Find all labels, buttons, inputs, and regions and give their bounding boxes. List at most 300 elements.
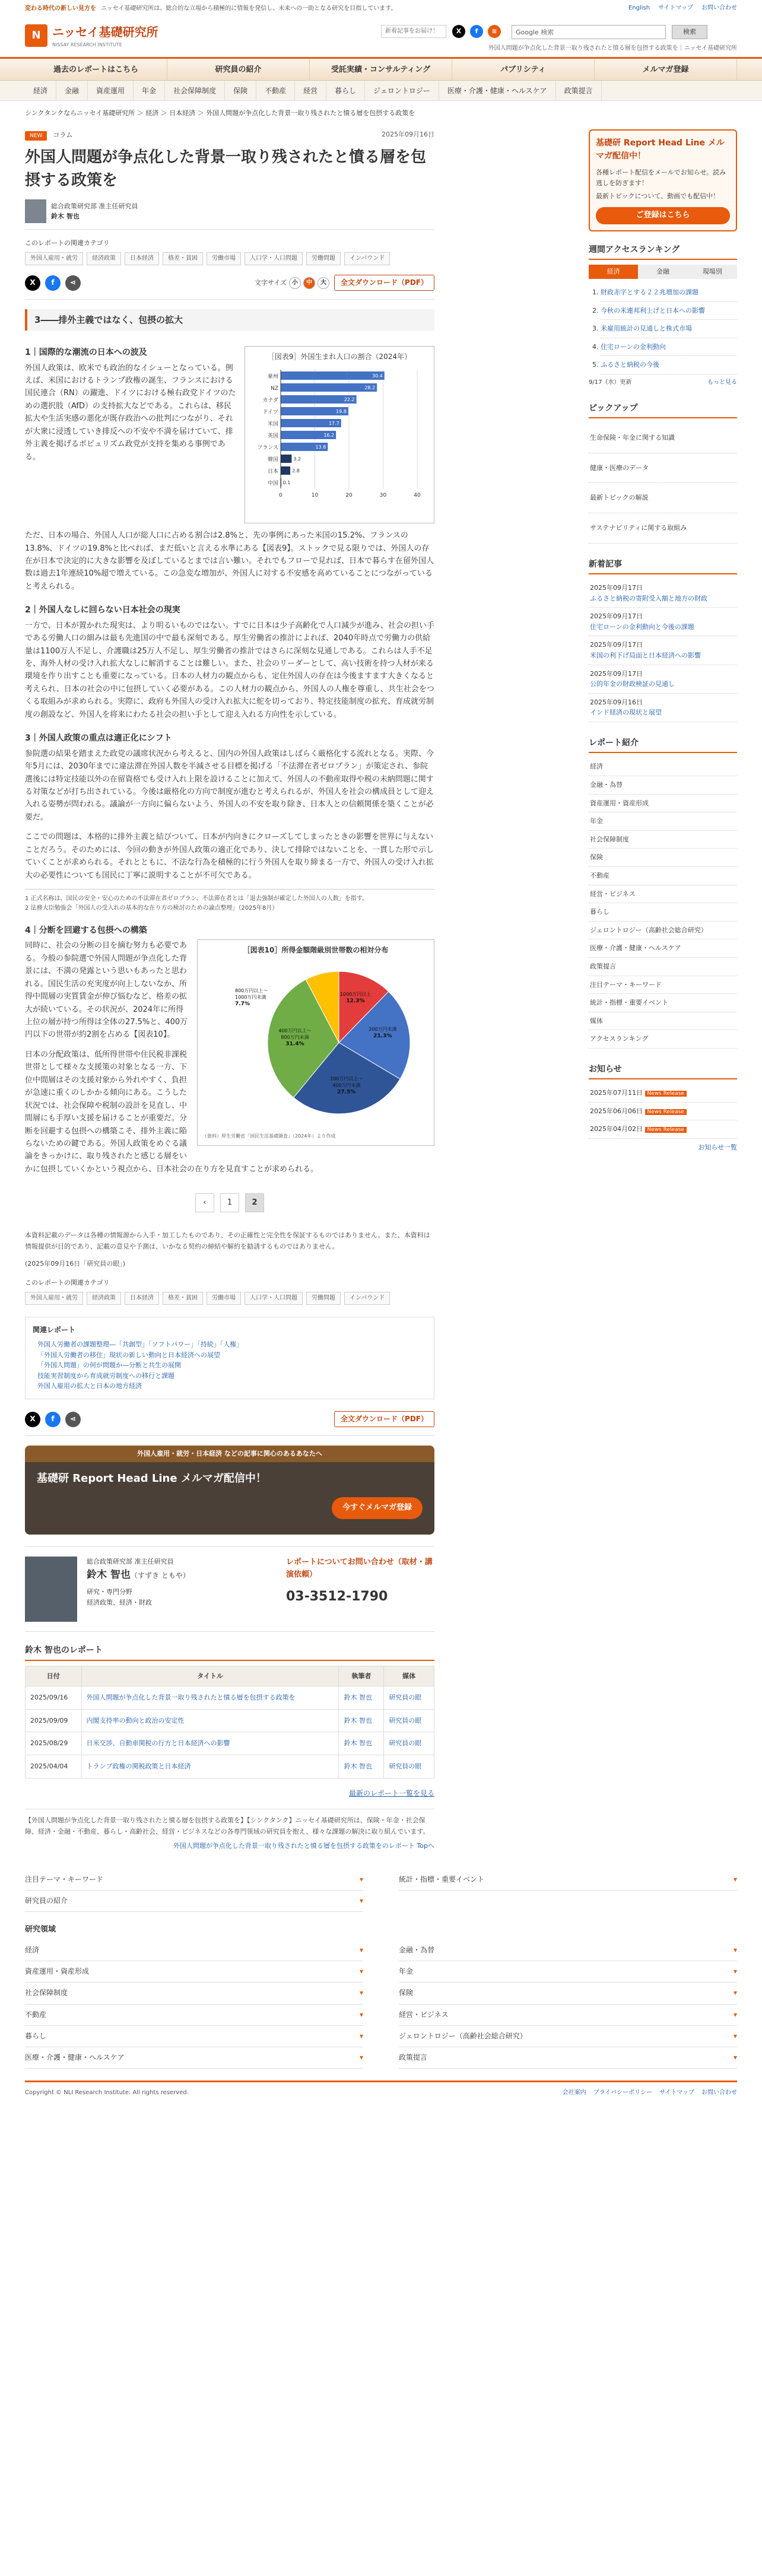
author-name[interactable]: 鈴木 智也 <box>51 212 80 221</box>
logo-mark-icon: N <box>25 24 47 47</box>
publication-note: (2025年09月16日「研究員の眼」) <box>25 1259 126 1268</box>
field-label: 暮らし <box>25 2031 47 2040</box>
breadcrumb[interactable]: シンクタンクならニッセイ基礎研究所 ＞ 経済 ＞ 日本経済 ＞ 外国人問題が争点化した背景一取り残されたと憤る層を包摂する政策を <box>25 109 415 117</box>
related-link[interactable]: 外国人労働者の課題整理―「共創型」「ソフトパワー」「持続」「人権」 <box>37 1341 243 1349</box>
intro-list <box>589 758 737 1049</box>
footer-item-label: 研究員の紹介 <box>25 1896 68 1905</box>
info-title: お知らせ <box>589 1063 737 1079</box>
keyword-list <box>25 252 434 265</box>
footer-link[interactable]: サイトマップ <box>659 2089 694 2097</box>
intro-item[interactable]: 年金 <box>589 812 737 831</box>
slice-label: 1000万円未満 <box>235 994 266 1000</box>
x-share-icon[interactable]: X <box>25 1412 40 1427</box>
logo-en: NISSAY RESEARCH INSTITUTE <box>52 42 122 47</box>
paragraph: ここでの問題は、本格的に排外主義と結びついて、日本が内向きにクローズしてしまったときの影響を世界に与えないことだろう。そのためには、今回の動きが外国人政策の適正化であり、決して排除ではないことを、一貫した形で示していくことが求められる。それとともに、不法な行為を積極的に行う外国人を取り締まる一方で、外国人の受け入れ拡大の必要性についても国民に丁寧に説明することが不可欠である。 <box>25 833 434 880</box>
paragraph: 参院選の結果を踏まえた政党の議席状況から考えると、国内の外国人政策はしばらく厳格化する流れとなる。実際、今年5月には、2030年までに違法滞在外国人数を半減させる目標を掲げる「不法滞在者ゼロプラン」が策定され、参院選後には特定技能以外の在留資格でも受け入れ上限を設けることに加えて、外国人の不動産取得や税の未納問題に関する対策などが打ち出されている。今後は厳格化の方向で制度が進むと考えられるが、外国人を社会の構成員として迎え入れる姿勢が問われる。議論が一方向に偏らないよう、外国人の不安を取り除き、日本人との信頼関係を築くことが必要だ。 <box>25 749 434 822</box>
footer-nav <box>25 1869 737 1912</box>
page-1-button[interactable]: 1 <box>220 1193 239 1212</box>
intro-item[interactable]: 資産運用・資産形成 <box>589 795 737 813</box>
media-link[interactable]: 研究員の眼 <box>389 1739 422 1748</box>
field-item[interactable]: 経営・ビジネス ▾ <box>399 2005 737 2026</box>
x-share-icon[interactable]: X <box>25 275 40 291</box>
facebook-share-icon[interactable]: f <box>45 275 61 291</box>
news-date: 2025年09月17日 <box>590 641 643 649</box>
author-link[interactable]: 鈴木 智也 <box>344 1694 372 1702</box>
rss-icon[interactable]: ≋ <box>488 25 501 38</box>
data-label: 22.2 <box>344 397 355 403</box>
pagination <box>25 1193 434 1212</box>
snav-item[interactable]: 保険 <box>225 81 256 100</box>
field-item[interactable]: 政策提言 ▾ <box>399 2047 737 2069</box>
english-link[interactable]: English <box>628 5 650 11</box>
gnav-item-past[interactable]: 過去のレポートはこちら <box>25 59 167 80</box>
mailmag-title: 基礎研 Report Head Line メルマガ配信中！ <box>596 138 725 161</box>
font-small-button[interactable]: 小 <box>289 277 301 289</box>
reports-table <box>25 1666 434 1778</box>
slice-label: 400万円未満 <box>332 1082 361 1088</box>
article <box>25 129 434 1851</box>
data-label: 19.8 <box>336 409 347 415</box>
table-header: 執筆者 <box>339 1666 384 1686</box>
share-icon[interactable]: ⋖ <box>65 1412 81 1427</box>
figure-9-title: ［図表9］外国生まれ人口の割合（2024年） <box>267 352 412 361</box>
pickup-item[interactable]: 最新トピックの解説 <box>589 483 737 513</box>
slice-label: 800万円以上～ <box>235 987 268 993</box>
sidebar <box>589 129 737 1851</box>
top-links <box>628 4 737 13</box>
data-label: 3.2 <box>293 456 301 462</box>
trail-text: 【外国人問題が争点化した背景一取り残されたと憤る層を包摂する政策を】【シンクタンク】ニッセイ基礎研究所は、保険・年金・社会保障、経済・金融・不動産、暮らし・高齢社会、経営・ビジネスなどの各専門領域の研究員を抱え、様々な課題の解決に取り組んでいます。 <box>25 1809 434 1837</box>
global-nav <box>0 57 762 81</box>
page-2-button[interactable]: 2 <box>245 1193 264 1212</box>
author-link[interactable]: 鈴木 智也 <box>344 1739 372 1748</box>
figure-10 <box>197 939 434 1146</box>
more-reports-link[interactable]: 最新のレポート一覧を見る <box>348 1789 434 1797</box>
news-link[interactable]: 米国の利下げ局面と日本経済への影響 <box>590 652 701 660</box>
back-to-top-link[interactable]: 外国人問題が争点化した背景一取り残されたと憤る層を包摂する政策をのレポート Topへ <box>173 1842 434 1850</box>
footer-link[interactable]: 会社案内 <box>562 2089 586 2097</box>
media-link[interactable]: 研究員の眼 <box>389 1762 422 1771</box>
field-item[interactable]: 医療・介護・健康・ヘルスケア ▾ <box>25 2047 363 2069</box>
paragraph: 外国人政策は、欧米でも政治的なイシューとなっている。例えば、米国におけるトランプ政権の誕生、フランスにおける国民連合（RN）の躍進、ドイツにおける極右政党ドイツのための選択肢（AfD）の支持拡大などである。これらは、移民拡大や生活実感の悪化が既存政治への批判につながり、それが大衆に浸透していき排反への不安や不満を届けていて、排外主義を掲げるポピュリズム政党が支持を集める事例である。 <box>25 363 236 462</box>
x-tick-label: 20 <box>345 493 353 499</box>
info-date: 2025年07月11日 <box>590 1089 643 1097</box>
snav-item[interactable]: 経営 <box>295 81 326 100</box>
related-link[interactable]: 「外国人問題」の何が問題か―分断と共生の展開 <box>37 1361 181 1370</box>
intro-item[interactable]: 政策提言 <box>589 958 737 976</box>
gnav-item-publicity[interactable]: パブリシティ <box>452 59 595 80</box>
field-item[interactable]: 不動産 ▾ <box>25 2005 363 2026</box>
keyword-tag[interactable]: 外国人雇用・就労 <box>25 252 83 265</box>
intro-item[interactable]: 経済 <box>589 758 737 776</box>
keyword-tag[interactable]: 格差・貧困 <box>163 1292 203 1305</box>
new-badge: NEW <box>25 131 47 141</box>
footer-item-label: 注目テーマ・キーワード <box>25 1875 104 1883</box>
profile-field: 経済政策、経済・財政 <box>87 1598 152 1606</box>
keyword-list-bottom <box>25 1292 434 1305</box>
ranking-title: 週間アクセスランキング <box>589 243 737 260</box>
author-link[interactable]: 鈴木 智也 <box>344 1762 372 1771</box>
field-label: 経営・ビジネス <box>399 2010 449 2019</box>
logo[interactable] <box>25 23 158 49</box>
intro-item[interactable]: 社会保障制度 <box>589 831 737 849</box>
table-cell: 2025/04/04 <box>26 1755 82 1778</box>
field-item[interactable]: 暮らし ▾ <box>25 2026 363 2047</box>
footer-item[interactable]: 統計・指標・重要イベント ▾ <box>399 1869 737 1891</box>
data-label: 13.8 <box>315 444 326 450</box>
ranking-item[interactable]: ふるさと納税の今後 <box>601 361 659 369</box>
pickup-title: ピックアップ <box>589 402 737 418</box>
font-medium-button[interactable]: 中 <box>303 277 315 289</box>
mailmag-banner[interactable] <box>25 1446 434 1535</box>
footnote: 2 法務大臣勉強会「外国人の受入れの基本的な在り方の検討のための論点整理」（2025年8月） <box>25 905 278 911</box>
table-row <box>26 1686 434 1710</box>
field-item[interactable]: ジェロントロジー（高齢社会総合研究） ▾ <box>399 2026 737 2047</box>
search-button[interactable]: 検索 <box>672 25 707 39</box>
keyword-tag[interactable]: 人口学・人口問題 <box>245 1292 303 1305</box>
table-row <box>26 1732 434 1755</box>
news-date: 2025年09月17日 <box>590 612 643 621</box>
sitemap-link[interactable]: サイトマップ <box>658 5 693 11</box>
info-date: 2025年06月06日 <box>590 1107 643 1115</box>
category-nav <box>0 81 762 101</box>
avatar <box>25 1557 77 1622</box>
profile-field-label: 研究・専門分野 <box>87 1588 132 1596</box>
table-header: 媒体 <box>384 1666 434 1686</box>
avatar <box>25 199 46 223</box>
share-icon[interactable]: ⋖ <box>65 275 81 291</box>
news-title: 新着記事 <box>589 558 737 574</box>
data-label: 0.1 <box>282 480 291 486</box>
field-label: 経済 <box>25 1945 40 1954</box>
info-date: 2025年04月02日 <box>590 1125 643 1133</box>
news-date: 2025年09月17日 <box>590 584 643 592</box>
ranking-date: 9/17（水）更新 <box>589 379 632 386</box>
fields-title: 研究領域 <box>25 1925 56 1935</box>
snav-item[interactable]: 金融 <box>56 81 88 100</box>
news-date: 2025年09月17日 <box>590 669 643 678</box>
data-label: 17.7 <box>328 421 339 427</box>
keyword-tag[interactable]: インバウンド <box>344 1292 390 1305</box>
pdf-download-button[interactable]: 全文ダウンロード（PDF） <box>334 1411 434 1427</box>
intro-item[interactable]: 保険 <box>589 849 737 867</box>
table-header: 日付 <box>26 1666 82 1686</box>
report-link[interactable]: 外国人問題が争点化した背景一取り残されたと憤る層を包摂する政策を <box>86 1694 296 1702</box>
snav-item[interactable]: 暮らし <box>326 81 365 100</box>
keyword-tag[interactable]: 労働市場 <box>207 1292 241 1305</box>
share-toolbar <box>25 275 434 300</box>
related-link[interactable]: 技能実習制度から育成就労制度への移行と課題 <box>37 1371 174 1380</box>
x-icon[interactable]: X <box>452 25 465 38</box>
tab-finance[interactable]: 金融 <box>638 265 687 279</box>
gnav-item-mailmag[interactable]: メルマガ登録 <box>595 59 737 80</box>
ranking-item[interactable]: 米雇用統計の見通しと株式市場 <box>601 325 692 333</box>
pickup-item[interactable]: 生命保険・年金に関する知識 <box>589 423 737 453</box>
slice-value: 7.7% <box>235 1000 250 1007</box>
facebook-share-icon[interactable]: f <box>45 1412 61 1427</box>
prev-page-button[interactable]: ‹ <box>195 1193 214 1212</box>
newsletter-box[interactable]: 新着記事をお届け！ <box>381 25 446 38</box>
ranking-item[interactable]: 財政赤字とする２２兆増加の課題 <box>601 288 698 296</box>
page-title: 外国人問題が争点化した背景一取り残されたと憤る層を包摂する政策を <box>25 148 427 190</box>
footer-link[interactable]: お問い合わせ <box>701 2089 737 2097</box>
top-description: ニッセイ基礎研究所は、総合的な立場から積極的に情報を発信し、未来への一助となる研究を目指しています。 <box>101 5 397 12</box>
tab-other[interactable]: 現場別 <box>688 265 737 279</box>
field-item[interactable]: 資産運用・資産形成 ▾ <box>25 1961 363 1983</box>
info-list <box>589 1084 737 1139</box>
news-link[interactable]: 住宅ローンの金利動向と今後の課題 <box>590 622 694 631</box>
y-tick-label: カナダ <box>262 398 278 404</box>
media-link[interactable]: 研究員の眼 <box>389 1694 422 1702</box>
intro-item[interactable]: 金融・為替 <box>589 776 737 795</box>
pickup-list <box>589 423 737 543</box>
table-cell: 2025/09/16 <box>26 1686 82 1710</box>
article-date: 2025年09月16日 <box>382 130 434 138</box>
news-list <box>589 579 737 722</box>
info-more-link[interactable]: お知らせ一覧 <box>698 1144 737 1152</box>
intro-item[interactable]: 注目テーマ・キーワード <box>589 976 737 995</box>
field-item[interactable]: 金融・為替 ▾ <box>399 1940 737 1961</box>
snav-item[interactable]: 経済 <box>25 81 56 100</box>
banner-top: 外国人雇用・就労・日本経済 などの記事に関心のあるあなたへ <box>25 1446 434 1462</box>
y-tick-label: 米国 <box>267 421 278 428</box>
info-badge: News Release <box>645 1127 687 1133</box>
field-label: 資産運用・資産形成 <box>25 1967 90 1976</box>
keyword-tag[interactable]: 外国人雇用・就労 <box>25 1292 83 1305</box>
banner-title: 基礎研 Report Head Line メルマガ配信中！ <box>37 1472 266 1485</box>
keyword-tag[interactable]: 日本経済 <box>125 1292 159 1305</box>
field-label: 社会保障制度 <box>25 1989 68 1997</box>
author-dept: 総合政策研究部 准主任研究員 <box>51 202 138 210</box>
keyword-tag[interactable]: 経済政策 <box>87 252 121 265</box>
intro-item[interactable]: 統計・指標・重要イベント <box>589 994 737 1012</box>
news-date: 2025年09月16日 <box>590 698 643 706</box>
fields-list <box>25 1940 737 2069</box>
paragraph: 同時に、社会の分断の目を摘む努力も必要である。今般の参院選で外国人問題が争点化した背景には、不満の発露という思いもあったと思われる。国民生活の充実度が向上しないなか、所得中間層の実質賃金が伸び悩むなど、格差の拡大が続いている。その状況が、2024年に所得上位の層が持つ所得は全体の27.5%と、400万円以下の世帯が約2割を占める【図表10】。 <box>25 941 188 1040</box>
media-link[interactable]: 研究員の眼 <box>389 1716 422 1724</box>
snav-item[interactable]: 年金 <box>134 81 165 100</box>
figure-10-chart <box>202 957 428 1129</box>
x-tick-label: 30 <box>379 493 387 499</box>
keyword-tag[interactable]: 経済政策 <box>87 1292 121 1305</box>
field-label: 金融・為替 <box>399 1945 435 1954</box>
tagline: 変わる時代の新しい見方を <box>25 5 96 12</box>
font-size-label: 文字サイズ <box>254 278 287 287</box>
footer <box>25 2081 737 2104</box>
intro-item[interactable]: アクセスランキング <box>589 1030 737 1049</box>
slice-label: 200万円以上～ <box>330 1075 363 1081</box>
bar <box>281 371 385 380</box>
gnav-item-consulting[interactable]: 受託実績・コンサルティング <box>310 59 452 80</box>
ranking-item[interactable]: 住宅ローンの金利動向 <box>601 342 666 351</box>
phone-number: 03-3512-1790 <box>286 1589 388 1604</box>
keyword-tag[interactable]: 格差・貧困 <box>163 252 203 265</box>
article-category[interactable]: コラム <box>53 131 73 139</box>
slice-label: 400万円以上～ <box>278 1027 312 1033</box>
figure-10-title: ［図表10］所得金額階級別世帯数の相対分布 <box>243 946 389 955</box>
footer-link[interactable]: プライバシーポリシー <box>593 2089 653 2097</box>
keywords-title: このレポートの関連カテゴリ <box>25 239 110 247</box>
snav-item[interactable]: 政策提言 <box>556 81 602 100</box>
y-tick-label: 中国 <box>267 481 278 487</box>
page-heading-line: 外国人問題が争点化した背景一取り残されたと憤る層を包摂する政策を｜ニッセイ基礎研究所 <box>488 45 737 52</box>
keyword-tag[interactable]: 労働市場 <box>207 252 241 265</box>
figure-9-chart <box>250 365 428 513</box>
field-label: ジェロントロジー（高齢社会総合研究） <box>399 2031 527 2040</box>
x-tick-label: 40 <box>414 493 421 499</box>
y-tick-label: 韓国 <box>267 457 278 463</box>
subheading-1: 1｜国際的な潮流の日本への波及 <box>25 348 147 358</box>
data-label: 28.2 <box>364 385 376 391</box>
figure-10-note: （資料）厚生労働省「国民生活基礎調査」（2024年）より作成 <box>202 1133 336 1139</box>
pdf-download-button[interactable]: 全文ダウンロード（PDF） <box>334 275 434 291</box>
profile-dept: 総合政策研究部 准主任研究員 <box>87 1558 174 1566</box>
copyright: Copyright © NLI Research Institute. All rights reserved. <box>25 2089 189 2097</box>
field-item[interactable]: 保険 ▾ <box>399 1983 737 2004</box>
footnote: 1 正式名称は、国民の安全・安心のための不法滞在者ゼロプラン。不法滞在者とは「退去強制が確定した外国人の人数」を指す。 <box>25 895 368 902</box>
intro-title: レポート紹介 <box>589 736 737 753</box>
ranking-more-link[interactable]: もっと見る <box>707 379 737 386</box>
mailmag-register-button[interactable]: ご登録はこちら <box>596 207 730 224</box>
snav-item[interactable]: 不動産 <box>256 81 295 100</box>
related-title: 関連レポート <box>33 1325 76 1334</box>
related-reports <box>25 1317 434 1399</box>
google-search-input[interactable]: Google 検索 <box>512 25 666 39</box>
field-label: 不動産 <box>25 2010 47 2019</box>
table-cell: 2025/09/09 <box>26 1709 82 1732</box>
slice-label: 1000万円以上 <box>339 991 372 997</box>
logo-text: ニッセイ基礎研究所 <box>52 25 158 39</box>
data-label: 16.2 <box>323 433 335 439</box>
slice-value: 12.3% <box>346 998 365 1004</box>
field-label: 医療・介護・健康・ヘルスケア <box>25 2053 125 2062</box>
field-label: 保険 <box>399 1989 414 1997</box>
pickup-item[interactable]: サステナビリティに関する取組み <box>589 513 737 544</box>
table-row <box>26 1709 434 1732</box>
report-link[interactable]: 内閣支持率の動向と政治の安定性 <box>86 1716 185 1724</box>
intro-item[interactable]: 媒体 <box>589 1012 737 1031</box>
keyword-tag[interactable]: 日本経済 <box>125 252 159 265</box>
report-link[interactable]: 日米交渉、自動車関税の行方と日本経済への影響 <box>86 1739 230 1748</box>
table-cell: 2025/08/29 <box>26 1732 82 1755</box>
banner-register-button[interactable]: 今すぐメルマガ登録 <box>332 1497 423 1519</box>
keyword-tag[interactable]: 労働問題 <box>306 252 341 265</box>
disclaimer: 本資料記載のデータは各種の情報源から入手・加工したものであり、その正確性と完全性を保証するものではありません。また、本資料は情報提供が目的であり、記載の意見や予測は、いかなる契約の締結や解約を勧誘するものではありません。 <box>25 1231 430 1250</box>
field-item[interactable]: 年金 ▾ <box>399 1961 737 1983</box>
mailmag-box <box>589 129 737 231</box>
keyword-tag[interactable]: インバウンド <box>344 252 390 265</box>
news-link[interactable]: ふるさと納税の寄附受入額と地方の財政 <box>590 594 707 602</box>
slice-value: 21.3% <box>373 1033 392 1039</box>
intro-item[interactable]: 暮らし <box>589 903 737 922</box>
x-tick-label: 0 <box>279 493 282 499</box>
share-toolbar-bottom <box>25 1411 434 1436</box>
intro-item[interactable]: 医療・介護・健康・ヘルスケア <box>589 939 737 958</box>
intro-item[interactable]: 経営・ビジネス <box>589 885 737 904</box>
news-link[interactable]: 公的年金の財政検証の見通し <box>590 680 675 688</box>
field-label: 政策提言 <box>399 2053 428 2062</box>
paragraph: 一方で、日本が置かれた現実は、より明るいものではない。すでに日本は少子高齢化で人口減少が進み、社会の担い手である労働人口の細みは最も先進国の中で最も深刻である。厚生労働省の推計によれば、2040年時点で労働力の供給量は1100万人不足し、介護職は25万人不足し、厚生労働省の推計ではさらに深刻な見通しである。これらは人手不足を、海外人材の受け入れ拡大なしに解消することは難しい。また、社会のリーダーとして、高い技術を持つ人材が来る環境を作り出すことも重要になっている。日本の人材力の観点からも、定住外国人の存在は今後ますます大きくなると考えられ、日本の社会の中に包摂していく必要がある。この人材力の観点から、外国人の人権を尊重し、共生社会をつくる取組みが求められる。実際に、政府も外国人の受け入れ拡大に舵を切っており、特定技能制度の拡充、育成就労制度の創設など、外国人を将来にわたる社会の担い手として迎え入れる方向性を示している。 <box>25 621 434 719</box>
slice-value: 31.4% <box>285 1040 304 1047</box>
footer-item[interactable]: 研究員の紹介 ▾ <box>25 1891 363 1912</box>
intro-item[interactable]: ジェロントロジー（高齢社会総合研究） <box>589 922 737 940</box>
field-label: 年金 <box>399 1967 414 1976</box>
intro-item[interactable]: 不動産 <box>589 867 737 885</box>
snav-item[interactable]: 医療・介護・健康・ヘルスケア <box>439 81 556 100</box>
bar <box>281 383 377 392</box>
y-tick-label: 豪州 <box>267 374 278 380</box>
footer-item[interactable]: 注目テーマ・キーワード ▾ <box>25 1869 363 1891</box>
info-badge: News Release <box>645 1091 687 1097</box>
bar <box>281 455 291 463</box>
pickup-item[interactable]: 健康・医療のデータ <box>589 453 737 484</box>
facebook-icon[interactable]: f <box>470 25 483 38</box>
field-item[interactable]: 社会保障制度 ▾ <box>25 1983 363 2004</box>
related-link[interactable]: 外国人雇用の拡大と日本の地方経済 <box>37 1382 142 1390</box>
related-link[interactable]: 「外国人労働者の移住」現状の新しい動向と日本経済への展望 <box>37 1351 220 1359</box>
y-tick-label: 英国 <box>267 433 278 440</box>
figure-9 <box>245 346 434 523</box>
contact-link[interactable]: レポートについてお問い合わせ（取材・講演依頼） <box>286 1558 433 1580</box>
profile-name[interactable]: 鈴木 智也 <box>87 1568 131 1581</box>
mailmag-line: 最新トピックについて、動画でも配信中！ <box>596 192 720 200</box>
y-tick-label: 日本 <box>267 469 278 475</box>
data-label: 30.4 <box>372 373 383 379</box>
contact-link[interactable]: お問い合わせ <box>701 5 737 11</box>
mailmag-line: 各種レポート配信をメールでお知らせ。読み逃しを防ぎます！ <box>596 169 726 187</box>
snav-item[interactable]: ジェロントロジー <box>365 81 439 100</box>
ranking-list <box>589 284 737 374</box>
font-size-control <box>255 277 329 289</box>
slice-label: 800万円未満 <box>281 1034 309 1040</box>
subheading-4: 4｜分断を回避する包摂への構築 <box>25 926 147 935</box>
font-large-button[interactable]: 大 <box>318 277 329 289</box>
info-badge: News Release <box>645 1109 687 1115</box>
subheading-2: 2｜外国人なしに回らない日本社会の現実 <box>25 605 180 615</box>
slice-value: 27.5% <box>337 1088 356 1095</box>
snav-item[interactable]: 資産運用 <box>88 81 134 100</box>
data-label: 2.8 <box>292 468 300 474</box>
author-profile <box>25 1546 434 1632</box>
table-row <box>26 1755 434 1778</box>
slice-label: 200万円未満 <box>369 1026 397 1032</box>
section-title: 3――排外主義ではなく、包摂の拡大 <box>25 309 434 331</box>
ranking-item[interactable]: 今秋の米連邦利上げと日本への影響 <box>601 306 705 315</box>
keyword-tag[interactable]: 人口学・人口問題 <box>245 252 303 265</box>
profile-kana: （すずき ともや） <box>130 1571 190 1580</box>
keywords-title: このレポートの関連カテゴリ <box>25 1279 110 1287</box>
news-link[interactable]: インド経済の現状と展望 <box>590 709 662 717</box>
ranking-tabs <box>589 265 737 279</box>
field-item[interactable]: 経済 ▾ <box>25 1940 363 1961</box>
report-link[interactable]: トランプ政権の関税政策と日本経済 <box>86 1762 191 1771</box>
header <box>25 18 737 57</box>
top-strip <box>25 0 737 18</box>
paragraph: ただ、日本の場合、外国人人口が総人口に占める割合は2.8%と、先の事例にあった米国の15.2%、フランスの13.8%、ドイツの19.8%と比べれば、まだ低いと言える水準にある【図表9】。ストックで見る限りでは、外国人の存在が日本で決定的に大きな影響を及ぼしているとまでは言い難い。それでもフローで見れば、日本で暮らす在留外国人数は過去1年連続10%超で増えている。この急変な増加が、外国人に対する不安感を高めていることにつながっていると考えられる。 <box>25 531 434 591</box>
author-link[interactable]: 鈴木 智也 <box>344 1716 372 1724</box>
bar <box>281 466 290 475</box>
y-tick-label: NZ <box>271 386 278 392</box>
author-block <box>25 199 434 230</box>
x-tick-label: 10 <box>311 493 319 499</box>
header-social <box>452 25 501 38</box>
gnav-item-researchers[interactable]: 研究員の紹介 <box>167 59 310 80</box>
keyword-tag[interactable]: 労働問題 <box>306 1292 341 1305</box>
y-tick-label: フランス <box>257 445 278 452</box>
snav-item[interactable]: 社会保障制度 <box>165 81 225 100</box>
footer-item-label: 統計・指標・重要イベント <box>399 1875 485 1883</box>
tab-economy[interactable]: 経済 <box>589 265 638 279</box>
